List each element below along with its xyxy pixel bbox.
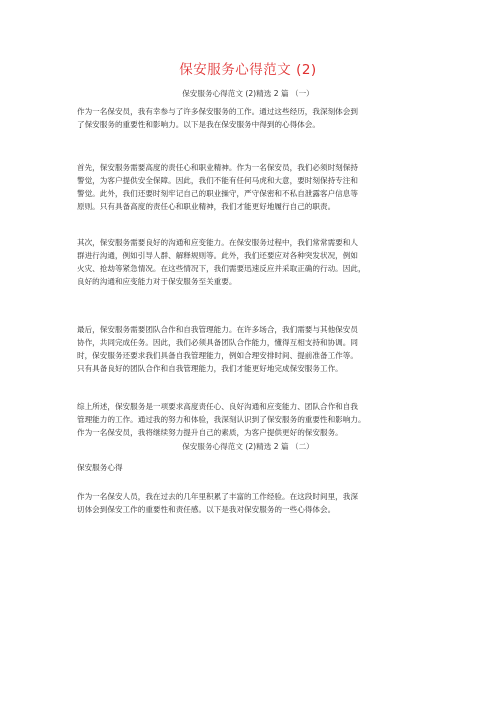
paragraph-line: 切体会到保安工作的重要性和责任感。以下是我对保安服务的一些心得体会。 — [77, 505, 336, 514]
paragraph-line: 协作，共同完成任务。因此，我们必须具备团队合作能力，懂得互相支持和协调。同 — [77, 338, 358, 347]
paragraph-line: 只有具备良好的团队合作和自我管理能力，我们才能更好地完成保安服务工作。 — [77, 364, 343, 373]
section-subtitle-2: 保安服务心得范文 (2)精选 2 篇 （二） — [182, 442, 314, 451]
paragraph-line: 原则。只有具备高度的责任心和职业精神，我们才能更好地履行自己的职责。 — [77, 202, 336, 211]
paragraph-last — [77, 490, 432, 516]
paragraph-line: 其次，保安服务需要良好的沟通和应变能力。在保安服务过程中，我们常常需要和人 — [77, 238, 358, 247]
paragraph-line: 警觉。此外，我们还要时刻牢记自己的职业操守，严守保密和不私自泄露客户信息等 — [77, 189, 358, 198]
section-subtitle-1: 保安服务心得范文 (2)精选 2 篇 （一） — [182, 89, 314, 98]
paragraph-line: 首先，保安服务需要高度的责任心和职业精神。作为一名保安员，我们必须时刻保持 — [77, 163, 358, 172]
paragraph-second — [77, 236, 432, 288]
paragraph-third — [77, 323, 432, 375]
paragraph-line: 作为一名保安人员，我在过去的几年里积累了丰富的工作经验。在这段时间里，我深 — [77, 492, 358, 501]
paragraph-line: 作为一名保安员，我有幸参与了许多保安服务的工作。通过这些经历，我深刻体会到 — [77, 107, 358, 116]
paragraph-first — [77, 161, 432, 213]
paragraph-line: 作为一名保安员，我将继续努力提升自己的素质，为客户提供更好的保安服务。 — [77, 428, 343, 437]
paragraph-line: 群进行沟通，例如引导人群、解释规则等。此外，我们还要应对各种突发状况，例如 — [77, 251, 358, 260]
paragraph-line: 综上所述，保安服务是一项要求高度责任心、良好沟通和应变能力、团队合作和自我 — [77, 402, 358, 411]
paragraph-conclusion — [77, 400, 432, 439]
paragraph-line: 火灾、抢劫等紧急情况。在这些情况下，我们需要迅速反应并采取正确的行动。因此， — [77, 264, 366, 273]
paragraph-line: 时，保安服务还要求我们具备自我管理能力，例如合理安排时间、提前准备工作等。 — [77, 351, 358, 360]
paragraph-line: 最后，保安服务需要团队合作和自我管理能力。在许多场合，我们需要与其他保安员 — [77, 325, 358, 334]
paragraph-line: 良好的沟通和应变能力对于保安服务至关重要。 — [77, 277, 237, 286]
section-heading-2 — [77, 461, 432, 474]
document-title: 保安服务心得范文 (2) — [179, 62, 317, 78]
paragraph-line: 警觉，为客户提供安全保障。因此，我们不能有任何马虎和大意，要时刻保持专注和 — [77, 176, 358, 185]
heading-line: 保安服务心得 — [77, 463, 123, 472]
paragraph-intro — [77, 105, 432, 131]
paragraph-line: 管理能力的工作。通过我的努力和体验，我深刻认识到了保安服务的重要性和影响力。 — [77, 415, 366, 424]
paragraph-line: 了保安服务的重要性和影响力。以下是我在保安服务中得到的心得体会。 — [77, 120, 320, 129]
